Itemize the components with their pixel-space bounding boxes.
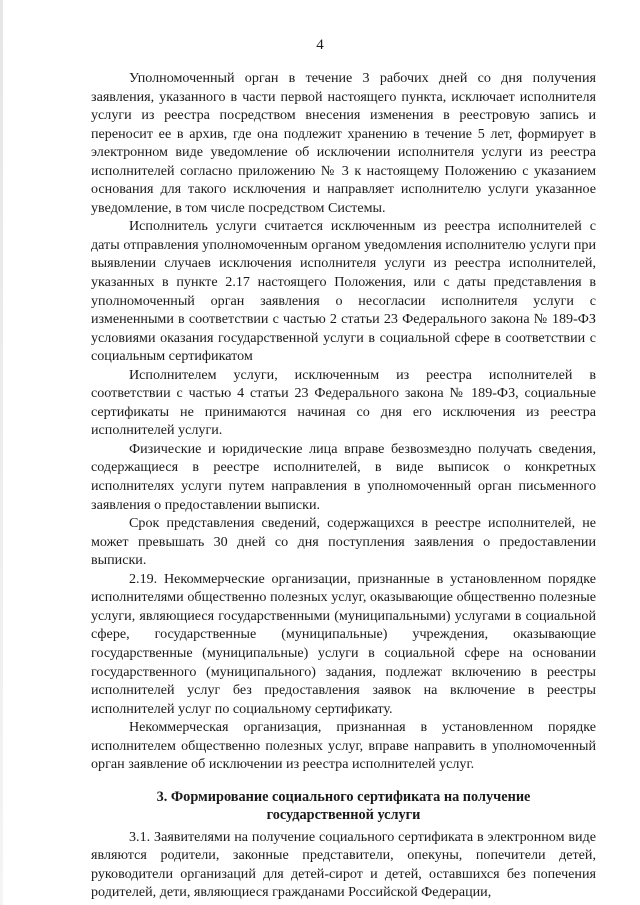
paragraph-2-19: 2.19. Некоммерческие организации, признанные в установленном порядке исполнителями общественно полезных услуг, оказывающие общественно полезные услуги, являющиеся государственными (муниципальными) услугами в социальной сфере, государственные (муниципальные) учреждения, оказывающие государственные (муниципальные) услуги в социальной сфере на основании государственного (муниципального) задания, подлежат включению в реестры исполнителей услуг без предоставления заявок на включение в реестры исполнителей услуг по социальному сертификату. [91, 570, 596, 717]
paragraph-certificates-not-accepted: Исполнителем услуги, исключенным из реестра исполнителей в соответствии с частью 4 статьи 23 Федерального закона № 189-ФЗ, социальные сертификаты не принимаются начиная со дня его исключения из реестра исполнителей услуги. [91, 366, 596, 439]
paragraph-extract-deadline: Срок представления сведений, содержащихся в реестре исполнителей, не может превышать 30 дней со дня поступления заявления о предоставлении выписки. [91, 515, 596, 569]
scan-edge [0, 0, 3, 905]
paragraph-free-extracts: Физические и юридические лица вправе безвозмездно получать сведения, содержащиеся в реестре исполнителей, в виде выписок о конкретных исполнителях услуги путем направления в уполномоченный орган письменного заявления о предоставлении выписки. [91, 440, 596, 513]
section-3-heading: 3. Формирование социального сертификата на получение государственной услуги [156, 788, 531, 823]
paragraph-exclusion-date: Исполнитель услуги считается исключенным из реестра исполнителей с даты отправления уполномоченным органом уведомления исполнителю услуги при выявлении случаев исключения исполнителя услуги из реестра исполнителей, указанных в пункте 2.17 настоящего Положения, или с даты представления в уполномоченный орган заявления о несогласии исполнителя услуги с измененными в соответствии с частью 2 статьи 23 Федерального закона № 189-ФЗ условиями оказания государственной услуги в социальной сфере в соответствии с социальным сертификатом [91, 218, 596, 365]
paragraph-3-1: 3.1. Заявителями на получение социального сертификата в электронном виде являются родители, законные представители, опекуны, попечители детей, руководители организаций для детей-сирот и детей, оставшихся без попечения родителей, дети, являющиеся гражданами Российской Федерации, [91, 828, 596, 901]
paragraph-nonprofit-exclusion: Некоммерческая организация, признанная в установленном порядке исполнителем общественно полезных услуг, вправе направить в уполномоченный орган заявление об исключении из реестра исполнителей услуг. [91, 719, 596, 773]
page-number: 4 [316, 37, 324, 53]
document-body [91, 69, 596, 902]
paragraph-exclusion-procedure: Уполномоченный орган в течение 3 рабочих дней со дня получения заявления, указанного в части первой настоящего пункта, исключает исполнителя услуги из реестра посредством внесения изменения в реестровую запись и переносит ее в архив, где она подлежит хранению в течение 5 лет, формирует в электронном виде уведомление об исключении исполнителя услуги из реестра исполнителей согласно приложению № 3 к настоящему Положению с указанием основания для такого исключения и направляет исполнителю услуги указанное уведомление, в том числе посредством Системы. [91, 70, 596, 216]
